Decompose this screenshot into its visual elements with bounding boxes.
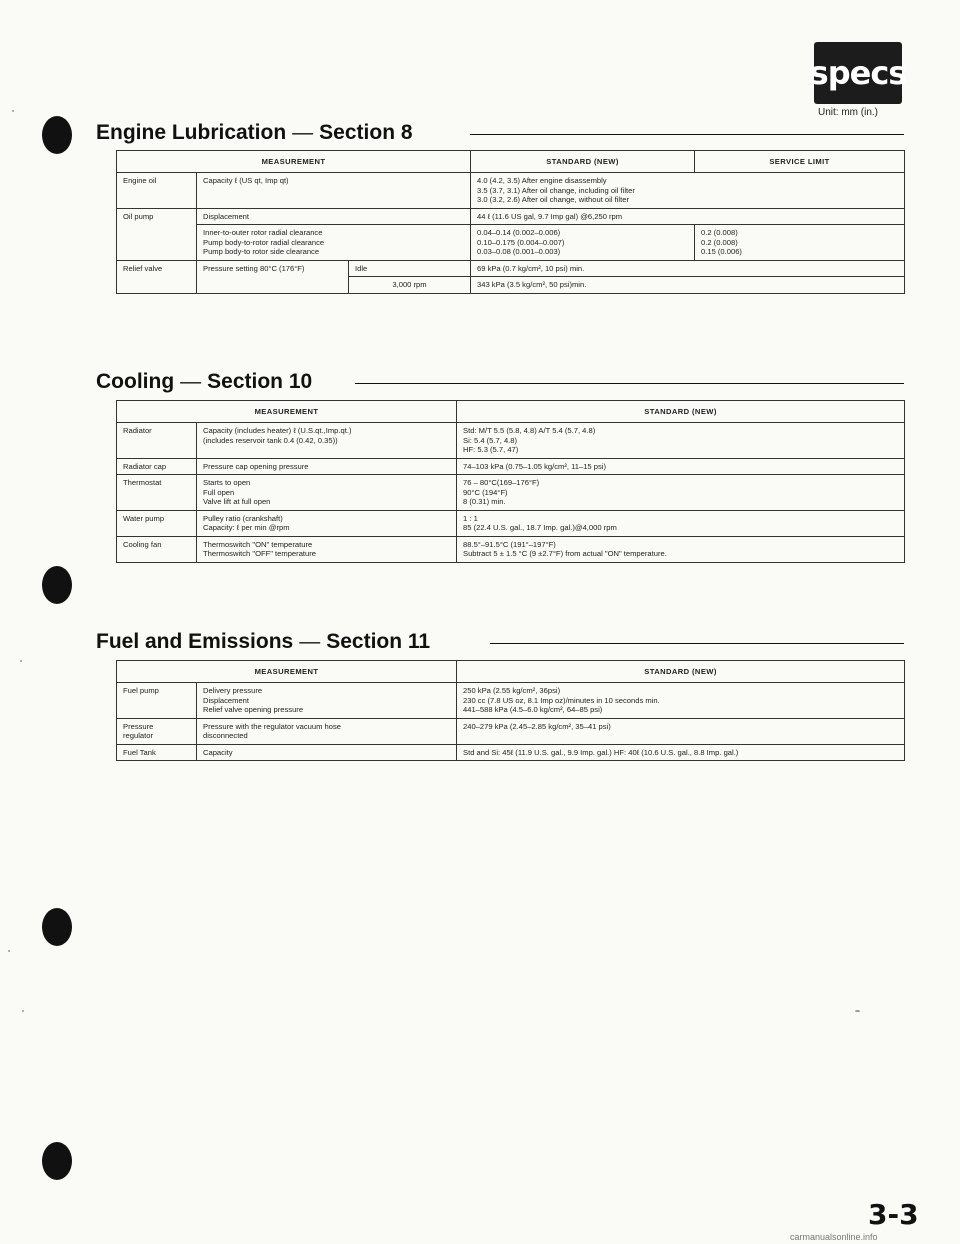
standard-cell xyxy=(471,225,695,260)
scan-speck xyxy=(855,1010,860,1012)
text-line: Pulley ratio (crankshaft) xyxy=(203,513,283,523)
table-row xyxy=(117,718,905,744)
table-row xyxy=(117,260,905,276)
section-heading-fuel-emissions xyxy=(96,630,430,654)
item-label: Relief valve xyxy=(117,260,197,293)
text-line: (includes reservoir tank 0.4 (0.42, 0.35)) xyxy=(203,435,338,445)
table-row xyxy=(117,225,905,260)
standard-cell: 69 kPa (0.7 kg/cm², 10 psi) min. xyxy=(471,260,905,276)
text-line: 3.5 (3.7, 3.1) After oil change, including oil filter xyxy=(477,185,635,195)
standard-cell xyxy=(457,458,905,474)
measure-cell xyxy=(197,536,457,562)
text-line: Pressure cap opening pressure xyxy=(203,461,309,471)
text-line: 76 – 80°C(169–176°F) xyxy=(463,478,540,488)
text-line: 441–588 kPa (4.5–6.0 kg/cm², 64–85 psi) xyxy=(463,705,603,715)
text-line: Capacity (includes heater) ℓ (U.S.qt.,Imp.qt.) xyxy=(203,426,352,436)
binder-hole-dot xyxy=(42,566,72,604)
section-heading-engine-lubrication xyxy=(96,121,413,145)
section-title: Fuel and Emissions xyxy=(96,630,294,653)
table-row xyxy=(117,173,905,208)
text-line: Std: M/T 5.5 (5.8, 4.8) A/T 5.4 (5.7, 4.8) xyxy=(463,426,596,436)
section-number: Section 11 xyxy=(326,630,431,653)
header-standard: STANDARD (NEW) xyxy=(471,151,695,173)
measure-cell xyxy=(197,683,457,718)
standard-cell xyxy=(457,718,905,744)
measure-cell: Capacity ℓ (US qt, Imp qt) xyxy=(197,173,471,208)
item-label: Thermostat xyxy=(117,475,197,510)
section-dash: — xyxy=(180,370,202,393)
standard-cell xyxy=(457,744,905,760)
heading-rule xyxy=(470,134,904,135)
text-line: 4.0 (4.2, 3.5) After engine disassembly xyxy=(477,176,607,186)
header-measurement: MEASUREMENT xyxy=(117,661,457,683)
table-row xyxy=(117,423,905,458)
item-label: Radiator xyxy=(117,423,197,458)
item-label xyxy=(117,683,197,718)
text-line: HF: 5.3 (5.7, 47) xyxy=(463,445,519,455)
measure-cell xyxy=(197,475,457,510)
text-line: 3.0 (3.2, 2.6) After oil change, without oil filter xyxy=(477,195,629,205)
header-service-limit: SERVICE LIMIT xyxy=(695,151,905,173)
section-number: Section 10 xyxy=(207,370,313,393)
text-line: Thermoswitch "OFF" temperature xyxy=(203,549,316,559)
text-line: 0.10–0.175 (0.004–0.007) xyxy=(477,237,565,247)
text-line: Valve lift at full open xyxy=(203,497,271,507)
measure-cell: Displacement xyxy=(197,208,471,224)
unit-note: Unit: mm (in.) xyxy=(818,107,878,118)
header-measurement: MEASUREMENT xyxy=(117,401,457,423)
measure-cell: Pressure setting 80°C (176°F) xyxy=(197,260,349,293)
text-line: 0.03–0.08 (0.001–0.003) xyxy=(477,247,561,257)
text-line: Full open xyxy=(203,487,235,497)
text-line: Thermoswitch "ON" temperature xyxy=(203,539,313,549)
item-label: Radiator cap xyxy=(117,458,197,474)
binder-hole-dot xyxy=(42,116,72,154)
table-row xyxy=(117,510,905,536)
text-line: Capacity: ℓ per min @rpm xyxy=(203,523,290,533)
table-row xyxy=(117,475,905,510)
standard-cell xyxy=(471,173,905,208)
text-line: Pressure with the regulator vacuum hose xyxy=(203,721,342,731)
item-label: Cooling fan xyxy=(117,536,197,562)
text-line: 0.04–0.14 (0.002–0.006) xyxy=(477,228,561,238)
text-line: Inner-to-outer rotor radial clearance xyxy=(203,228,323,238)
text-line: Pump body-to rotor side clearance xyxy=(203,247,320,257)
text-line: 230 cc (7.8 US oz, 8.1 Imp oz)/minutes in 10 seconds min. xyxy=(463,695,660,705)
text-line: Delivery pressure xyxy=(203,686,263,696)
text-line: 8 (0.31) min. xyxy=(463,497,506,507)
measure-cell xyxy=(197,718,457,744)
table-row xyxy=(117,208,905,224)
text-line: Displacement xyxy=(203,695,250,705)
text-line: Si: 5.4 (5.7, 4.8) xyxy=(463,435,518,445)
cooling-table xyxy=(116,400,905,563)
text-line: Std and Si: 45ℓ (11.9 U.S. gal., 9.9 Imp. gal.) HF: 40ℓ (10.6 U.S. gal., 8.8 Imp. gal.) xyxy=(463,747,739,757)
standard-cell xyxy=(457,423,905,458)
engine-lubrication-table xyxy=(116,150,905,294)
text-line: 1 : 1 xyxy=(463,513,478,523)
item-label xyxy=(117,744,197,760)
table-row xyxy=(117,683,905,718)
specs-badge: specs xyxy=(814,42,902,104)
header-standard: STANDARD (NEW) xyxy=(457,401,905,423)
table-header-row xyxy=(117,661,905,683)
binder-hole-dot xyxy=(42,1142,72,1180)
measure-cell xyxy=(197,225,471,260)
text-line: 0.15 (0.006) xyxy=(701,247,742,257)
table-row xyxy=(117,458,905,474)
text-line: Pump body-to-rotor radial clearance xyxy=(203,237,325,247)
scan-speck xyxy=(12,110,14,112)
measure-cell xyxy=(197,458,457,474)
item-label: Water pump xyxy=(117,510,197,536)
text-line: 0.2 (0.008) xyxy=(701,237,738,247)
text-line: 88.5°–91.5°C (191°–197°F) xyxy=(463,539,556,549)
section-heading-cooling xyxy=(96,370,312,394)
standard-cell: 44 ℓ (11.6 US gal, 9.7 Imp gal) @6,250 rpm xyxy=(471,208,905,224)
measure-cell xyxy=(197,744,457,760)
heading-rule xyxy=(490,643,904,644)
text-line: Pressure xyxy=(123,721,154,731)
text-line: Subtract 5 ± 1.5 °C (9 ±2.7°F) from actual "ON" temperature. xyxy=(463,549,667,559)
measure-cell xyxy=(197,423,457,458)
watermark: carmanualsonline.info xyxy=(790,1232,878,1242)
section-dash: — xyxy=(299,630,321,653)
text-line: 0.2 (0.008) xyxy=(701,228,738,238)
item-label: Oil pump xyxy=(117,208,197,260)
table-row xyxy=(117,536,905,562)
standard-cell xyxy=(457,475,905,510)
service-limit-cell xyxy=(695,225,905,260)
condition-cell: Idle xyxy=(349,260,471,276)
table-header-row xyxy=(117,151,905,173)
standard-cell: 343 kPa (3.5 kg/cm², 50 psi)min. xyxy=(471,277,905,293)
standard-cell xyxy=(457,683,905,718)
text-line: Relief valve opening pressure xyxy=(203,705,304,715)
section-title: Engine Lubrication xyxy=(96,121,287,144)
text-line: 250 kPa (2.55 kg/cm², 36psi) xyxy=(463,686,561,696)
scan-speck xyxy=(20,660,22,662)
standard-cell xyxy=(457,536,905,562)
section-dash: — xyxy=(292,121,314,144)
section-number: Section 8 xyxy=(319,121,413,144)
fuel-emissions-table xyxy=(116,660,905,761)
text-line: 90°C (194°F) xyxy=(463,487,508,497)
text-line: Starts to open xyxy=(203,478,251,488)
text-line: Fuel Tank xyxy=(123,747,156,757)
item-label: Engine oil xyxy=(117,173,197,208)
scan-speck xyxy=(8,950,10,952)
measure-cell xyxy=(197,510,457,536)
header-standard: STANDARD (NEW) xyxy=(457,661,905,683)
table-row xyxy=(117,744,905,760)
text-line: Capacity xyxy=(203,747,233,757)
heading-rule xyxy=(355,383,904,384)
binder-hole-dot xyxy=(42,908,72,946)
text-line: 240–279 kPa (2.45–2.85 kg/cm², 35–41 psi) xyxy=(463,721,611,731)
standard-cell xyxy=(457,510,905,536)
text-line: Fuel pump xyxy=(123,686,159,696)
text-line: disconnected xyxy=(203,731,248,741)
text-line: regulator xyxy=(123,731,153,741)
table-header-row xyxy=(117,401,905,423)
condition-cell: 3,000 rpm xyxy=(349,277,471,293)
page-number: 3-3 xyxy=(868,1198,919,1231)
text-line: 74–103 kPa (0.75–1.05 kg/cm², 11–15 psi) xyxy=(463,461,606,471)
section-title: Cooling xyxy=(96,370,175,393)
item-label xyxy=(117,718,197,744)
scan-speck xyxy=(22,1010,24,1012)
header-measurement: MEASUREMENT xyxy=(117,151,471,173)
text-line: 85 (22.4 U.S. gal., 18.7 Imp. gal.)@4,000 rpm xyxy=(463,523,617,533)
